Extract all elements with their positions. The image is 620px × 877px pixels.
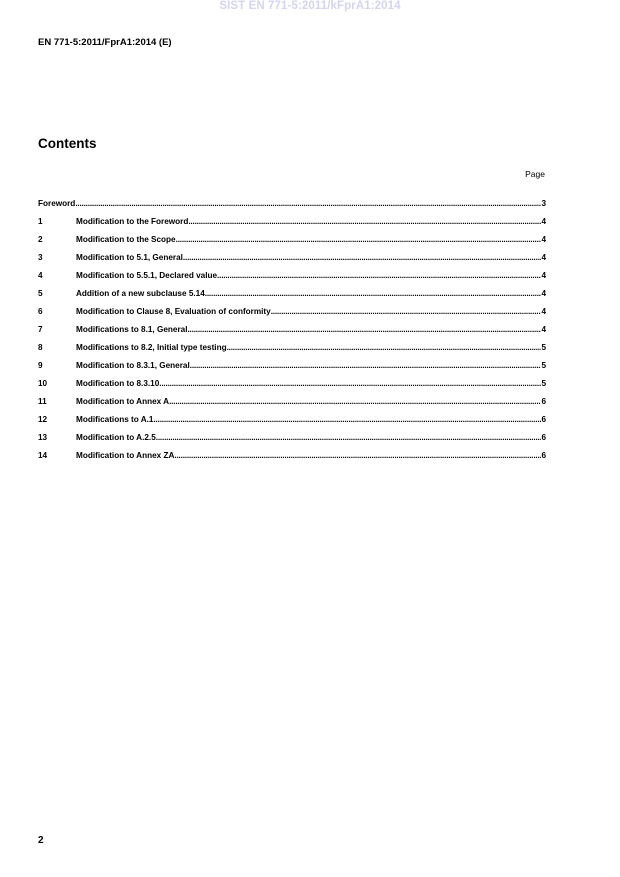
toc-entry-number: 10 xyxy=(38,379,48,388)
toc-entry-number: 2 xyxy=(38,235,43,244)
toc-entry-number: 7 xyxy=(38,325,43,334)
toc-entry[interactable] xyxy=(38,415,546,433)
toc-entry-page: 6 xyxy=(541,433,546,442)
toc-entry-page: 5 xyxy=(541,343,546,352)
toc-dot-leader xyxy=(227,343,542,352)
toc-entry-title: Addition of a new subclause 5.14 xyxy=(76,289,205,298)
toc-dot-leader xyxy=(205,289,542,298)
toc-dot-leader xyxy=(217,271,541,280)
toc-dot-leader xyxy=(174,451,541,460)
toc-entry[interactable] xyxy=(38,379,546,397)
toc-entry-number: 11 xyxy=(38,397,47,406)
document-reference: EN 771-5:2011/FprA1:2014 (E) xyxy=(38,37,172,48)
toc-entry[interactable] xyxy=(38,433,546,451)
table-of-contents xyxy=(38,199,546,469)
toc-entry-page: 4 xyxy=(541,253,546,262)
toc-dot-leader xyxy=(169,397,541,406)
toc-entry-title: Modification to 8.3.10 xyxy=(76,379,160,388)
toc-entry-page: 6 xyxy=(541,415,546,424)
toc-entry-number: 8 xyxy=(38,343,43,352)
toc-entry-page: 3 xyxy=(541,199,546,208)
toc-entry-page: 6 xyxy=(541,451,546,460)
toc-entry-number: 9 xyxy=(38,361,43,370)
toc-dot-leader xyxy=(183,253,542,262)
toc-entry[interactable] xyxy=(38,289,546,307)
toc-entry-page: 4 xyxy=(541,325,546,334)
toc-entry-title: Modification to the Foreword xyxy=(76,217,189,226)
toc-dot-leader xyxy=(190,361,542,370)
toc-dot-leader xyxy=(153,415,541,424)
toc-dot-leader xyxy=(271,307,542,316)
toc-dot-leader xyxy=(188,217,541,226)
toc-entry-title: Modifications to 8.2, Initial type testing xyxy=(76,343,227,352)
toc-entry-title: Modification to 5.5.1, Declared value xyxy=(76,271,218,280)
page-number: 2 xyxy=(38,835,44,846)
toc-entry[interactable] xyxy=(38,271,546,289)
page-column-label: Page xyxy=(525,169,545,179)
toc-entry-title: Modification to Annex A xyxy=(76,397,170,406)
toc-entry-number: 14 xyxy=(38,451,48,460)
toc-entry-number: 1 xyxy=(38,217,43,226)
toc-entry-title: Modifications to 8.1, General xyxy=(76,325,188,334)
toc-entry-page: 6 xyxy=(541,397,546,406)
toc-entry[interactable] xyxy=(38,325,546,343)
toc-entry-page: 5 xyxy=(541,379,546,388)
toc-dot-leader xyxy=(159,379,541,388)
toc-entry-foreword[interactable] xyxy=(38,199,546,217)
toc-entry[interactable] xyxy=(38,217,546,235)
toc-entry-title: Modification to Clause 8, Evaluation of conformity xyxy=(76,307,271,316)
toc-entry-title: Modification to 5.1, General xyxy=(76,253,183,262)
toc-entry-page: 4 xyxy=(541,217,546,226)
toc-entry[interactable] xyxy=(38,361,546,379)
toc-entry-number: 4 xyxy=(38,271,43,280)
toc-entry[interactable] xyxy=(38,235,546,253)
toc-entry-title: Foreword xyxy=(38,199,76,208)
toc-entry-number: 5 xyxy=(38,289,43,298)
toc-entry[interactable] xyxy=(38,451,546,469)
toc-entry-page: 4 xyxy=(541,271,546,280)
toc-entry-page: 4 xyxy=(541,307,546,316)
toc-entry-number: 12 xyxy=(38,415,48,424)
toc-entry[interactable] xyxy=(38,397,546,415)
toc-dot-leader xyxy=(176,235,542,244)
contents-heading: Contents xyxy=(38,136,97,151)
toc-entry-title: Modifications to A.1 xyxy=(76,415,154,424)
toc-entry-title: Modification to 8.3.1, General xyxy=(76,361,190,370)
toc-entry-page: 4 xyxy=(541,289,546,298)
toc-entry-page: 5 xyxy=(541,361,546,370)
toc-entry[interactable] xyxy=(38,307,546,325)
toc-entry[interactable] xyxy=(38,253,546,271)
toc-entry-number: 13 xyxy=(38,433,48,442)
toc-dot-leader xyxy=(156,433,542,442)
toc-dot-leader xyxy=(187,325,541,334)
toc-entry-title: Modification to A.2.5 xyxy=(76,433,156,442)
toc-entry-number: 6 xyxy=(38,307,43,316)
toc-entry-title: Modification to the Scope xyxy=(76,235,176,244)
toc-entry-number: 3 xyxy=(38,253,43,262)
toc-entry[interactable] xyxy=(38,343,546,361)
toc-dot-leader xyxy=(75,199,541,208)
toc-entry-page: 4 xyxy=(541,235,546,244)
toc-entry-title: Modification to Annex ZA xyxy=(76,451,175,460)
watermark: SIST EN 771-5:2011/kFprA1:2014 xyxy=(219,0,401,12)
